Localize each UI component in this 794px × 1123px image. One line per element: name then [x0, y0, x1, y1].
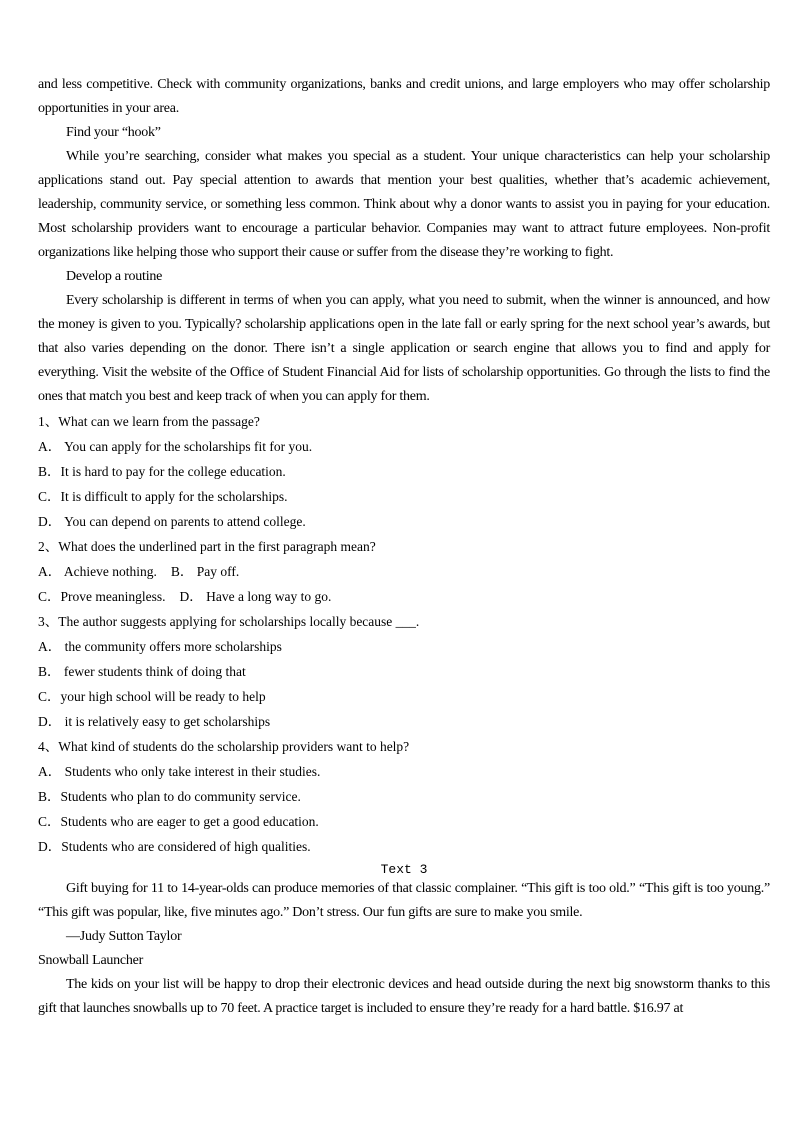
option-text: the community offers more scholarships	[64, 639, 282, 654]
section-title-text3: Text 3	[380, 862, 428, 877]
question-number: 3、	[38, 614, 59, 629]
option-a[interactable]	[38, 559, 157, 584]
question-stem	[38, 609, 770, 634]
option-text: Have a long way to go.	[206, 589, 332, 604]
option-d[interactable]	[38, 834, 770, 859]
option-c[interactable]	[38, 484, 770, 509]
option-letter: A．	[38, 564, 62, 579]
option-text: Students who are considered of high qualities.	[61, 839, 311, 854]
option-letter: A．	[38, 439, 62, 454]
section-heading-routine: Develop a routine	[66, 269, 163, 284]
option-letter: D．	[38, 514, 62, 529]
document-page	[38, 73, 770, 1021]
question-stem	[38, 409, 770, 434]
option-letter: A．	[38, 764, 62, 779]
option-b[interactable]	[38, 659, 770, 684]
question-text: What can we learn from the passage?	[58, 414, 260, 429]
option-text: Achieve nothing.	[63, 564, 157, 579]
option-b[interactable]	[171, 559, 239, 584]
option-letter: D．	[38, 839, 62, 854]
question-2	[38, 534, 770, 609]
question-stem	[38, 534, 770, 559]
passage-paragraph-routine: Every scholarship is different in terms of when you can apply, what you need to submit, when the winner is announced, and how the money is given to you. Typically? scholarship applications open in the late fall or early spring for the next school year’s awards, but that also varies depending on the donor. There isn’t a single application or search engine that allows you to find and apply for everything. Visit the website of the Office of Student Financial Aid for lists of scholarship opportunities. Go through the lists to find the ones that match you best and keep track of when you can apply for them.	[38, 293, 770, 404]
option-letter: C．	[38, 689, 61, 704]
option-letter: B．	[38, 789, 61, 804]
option-text: Students who plan to do community service.	[60, 789, 301, 804]
option-text: Pay off.	[196, 564, 240, 579]
option-b[interactable]	[38, 784, 770, 809]
option-a[interactable]	[38, 759, 770, 784]
option-row	[38, 584, 770, 609]
option-d[interactable]	[180, 584, 332, 609]
option-c[interactable]	[38, 584, 166, 609]
question-stem	[38, 734, 770, 759]
option-text: It is hard to pay for the college education.	[60, 464, 286, 479]
option-text: It is difficult to apply for the scholarships.	[60, 489, 288, 504]
option-letter: B．	[38, 464, 61, 479]
option-text: You can apply for the scholarships fit for you.	[64, 439, 313, 454]
option-text: Students who only take interest in their studies.	[64, 764, 321, 779]
option-text: fewer students think of doing that	[63, 664, 246, 679]
passage-paragraph-continued: and less competitive. Check with community organizations, banks and credit unions, and large employers who may offer scholarship opportunities in your area.	[38, 77, 770, 116]
option-letter: B．	[170, 564, 194, 579]
option-b[interactable]	[38, 459, 770, 484]
text3-byline: —Judy Sutton Taylor	[66, 929, 182, 944]
option-c[interactable]	[38, 684, 770, 709]
option-d[interactable]	[38, 509, 770, 534]
option-d[interactable]	[38, 709, 770, 734]
option-letter: A．	[38, 639, 62, 654]
question-4	[38, 734, 770, 859]
option-text: your high school will be ready to help	[60, 689, 266, 704]
option-c[interactable]	[38, 809, 770, 834]
option-text: You can depend on parents to attend college.	[64, 514, 306, 529]
option-text: Prove meaningless.	[60, 589, 166, 604]
option-row	[38, 559, 770, 584]
option-a[interactable]	[38, 634, 770, 659]
gift-item-description: The kids on your list will be happy to drop their electronic devices and head outside during the next big snowstorm thanks to this gift that launches snowballs up to 70 feet. A practice target is included to ensure they’re ready for a hard battle. $16.97 at	[38, 977, 770, 1016]
question-number: 1、	[38, 414, 59, 429]
option-text: Students who are eager to get a good education.	[60, 814, 319, 829]
option-letter: D．	[38, 714, 62, 729]
gift-item-title: Snowball Launcher	[38, 953, 143, 968]
passage-paragraph-hook: While you’re searching, consider what makes you special as a student. Your unique characteristics can help your scholarship applications stand out. Pay special attention to awards that mention your best qualities, whether that’s academic achievement, leadership, community service, or something less common. Think about why a donor wants to assist you in paying for your education. Most scholarship providers want to encourage a particular behavior. Companies may want to attract future employees. Non-profit organizations like helping those who support their cause or suffer from the disease they’re working to fight.	[38, 149, 770, 260]
section-heading-hook: Find your “hook”	[66, 125, 161, 140]
question-text: The author suggests applying for scholarships locally because ___.	[58, 614, 420, 629]
option-letter: C．	[38, 814, 61, 829]
option-letter: D．	[179, 589, 203, 604]
question-text: What kind of students do the scholarship providers want to help?	[58, 739, 410, 754]
option-letter: B．	[38, 664, 61, 679]
option-a[interactable]	[38, 434, 770, 459]
option-letter: C．	[38, 589, 61, 604]
question-1	[38, 409, 770, 534]
question-3	[38, 609, 770, 734]
question-number: 2、	[38, 539, 59, 554]
question-number: 4、	[38, 739, 59, 754]
text3-intro-paragraph: Gift buying for 11 to 14-year-olds can produce memories of that classic complainer. “This gift is too old.” “This gift is too young.” “This gift was popular, like, five minutes ago.” Don’t stress. Our fun gifts are sure to make you smile.	[38, 881, 770, 920]
option-text: it is relatively easy to get scholarships	[64, 714, 271, 729]
question-text: What does the underlined part in the first paragraph mean?	[58, 539, 376, 554]
option-letter: C．	[38, 489, 61, 504]
